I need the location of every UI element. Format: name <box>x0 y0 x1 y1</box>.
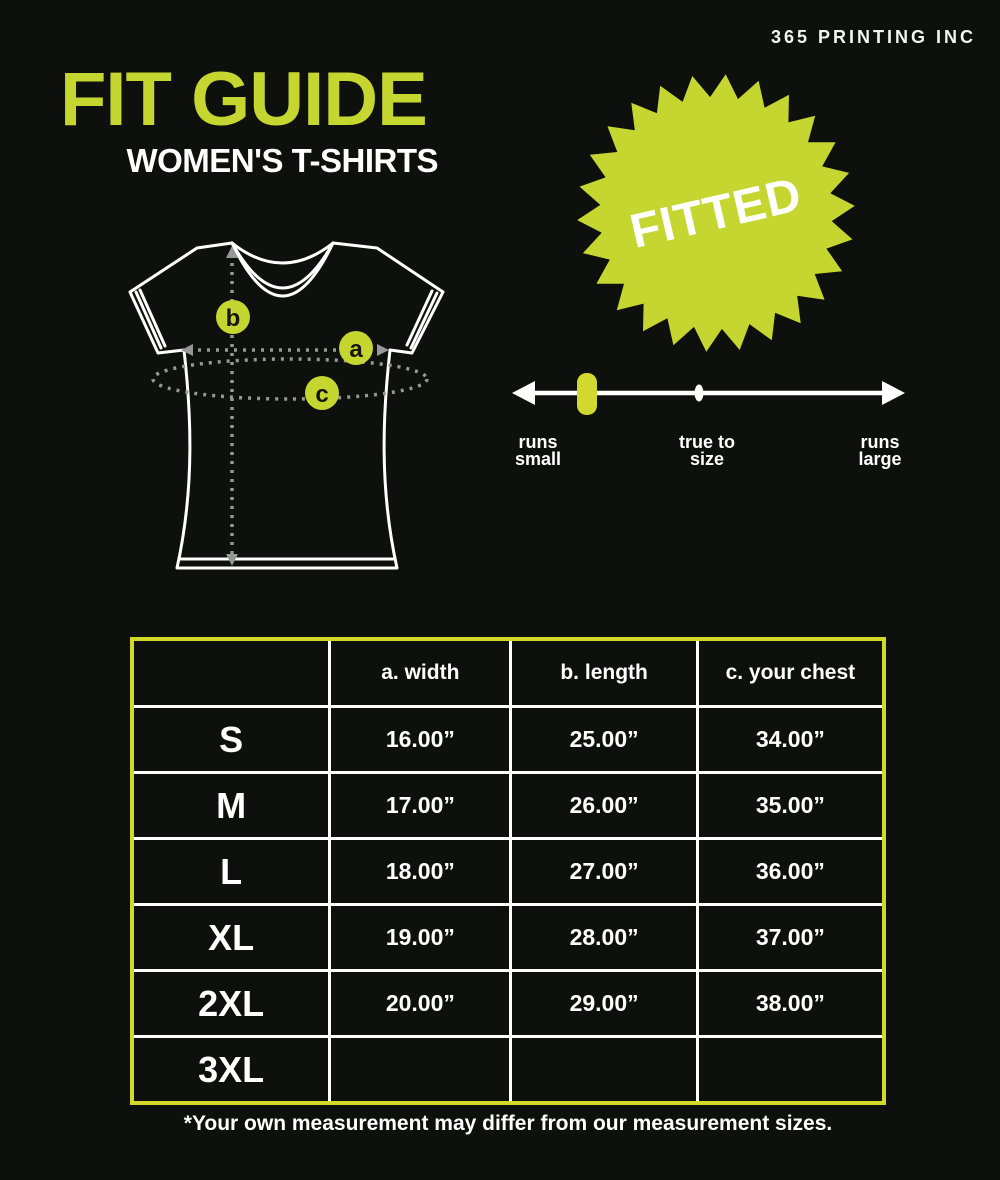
scale-label-runs-large: runs large <box>858 432 902 469</box>
length-xl: 28.00” <box>512 906 695 969</box>
page-title: FIT GUIDE <box>60 57 427 142</box>
chest-2xl: 38.00” <box>699 972 882 1035</box>
size-label-3xl: 3XL <box>134 1038 328 1101</box>
measure-markers <box>216 300 373 410</box>
size-label-m: M <box>134 774 328 837</box>
size-label-l: L <box>134 840 328 903</box>
size-label-2xl: 2XL <box>134 972 328 1035</box>
table-header-length: b. length <box>512 641 695 705</box>
scale-arrow-icon <box>512 381 905 405</box>
footnote: *Your own measurement may differ from our measurement sizes. <box>183 1112 833 1135</box>
width-2xl: 20.00” <box>331 972 509 1035</box>
size-label-s: S <box>134 708 328 771</box>
size-label-xl: XL <box>134 906 328 969</box>
width-xl: 19.00” <box>331 906 509 969</box>
length-2xl: 29.00” <box>512 972 695 1035</box>
table-header-width: a. width <box>331 641 509 705</box>
table-header-chest: c. your chest <box>699 641 882 705</box>
length-m: 26.00” <box>512 774 695 837</box>
chest-l: 36.00” <box>699 840 882 903</box>
width-arrow-left-icon <box>181 344 193 356</box>
scale-label-true-to-size: true to size <box>679 432 735 469</box>
marker-c-label: c <box>315 381 329 408</box>
width-3xl <box>331 1038 509 1101</box>
fitted-badge-label: FITTED <box>625 167 807 259</box>
true-to-size-tick-icon <box>695 385 704 402</box>
shirt-measurement-diagram <box>115 222 475 592</box>
fit-indicator-pill <box>577 373 597 415</box>
length-s: 25.00” <box>512 708 695 771</box>
chest-s: 34.00” <box>699 708 882 771</box>
marker-b-label: b <box>225 305 241 332</box>
fit-scale <box>500 360 920 480</box>
chest-m: 35.00” <box>699 774 882 837</box>
tshirt-outline-icon <box>130 243 443 568</box>
width-m: 17.00” <box>331 774 509 837</box>
width-l: 18.00” <box>331 840 509 903</box>
page-subtitle: WOMEN'S T-SHIRTS <box>126 142 438 179</box>
chest-xl: 37.00” <box>699 906 882 969</box>
length-3xl <box>512 1038 695 1101</box>
size-table <box>130 637 886 1105</box>
chest-3xl <box>699 1038 882 1101</box>
brand-text: 365 PRINTING INC <box>770 27 976 47</box>
title-block <box>60 57 438 180</box>
scale-label-runs-small: runs small <box>514 432 562 469</box>
table-header-blank <box>134 641 328 705</box>
marker-a-label: a <box>349 336 363 363</box>
width-s: 16.00” <box>331 708 509 771</box>
fitted-badge <box>576 73 856 353</box>
width-arrow-right-icon <box>377 344 389 356</box>
length-l: 27.00” <box>512 840 695 903</box>
